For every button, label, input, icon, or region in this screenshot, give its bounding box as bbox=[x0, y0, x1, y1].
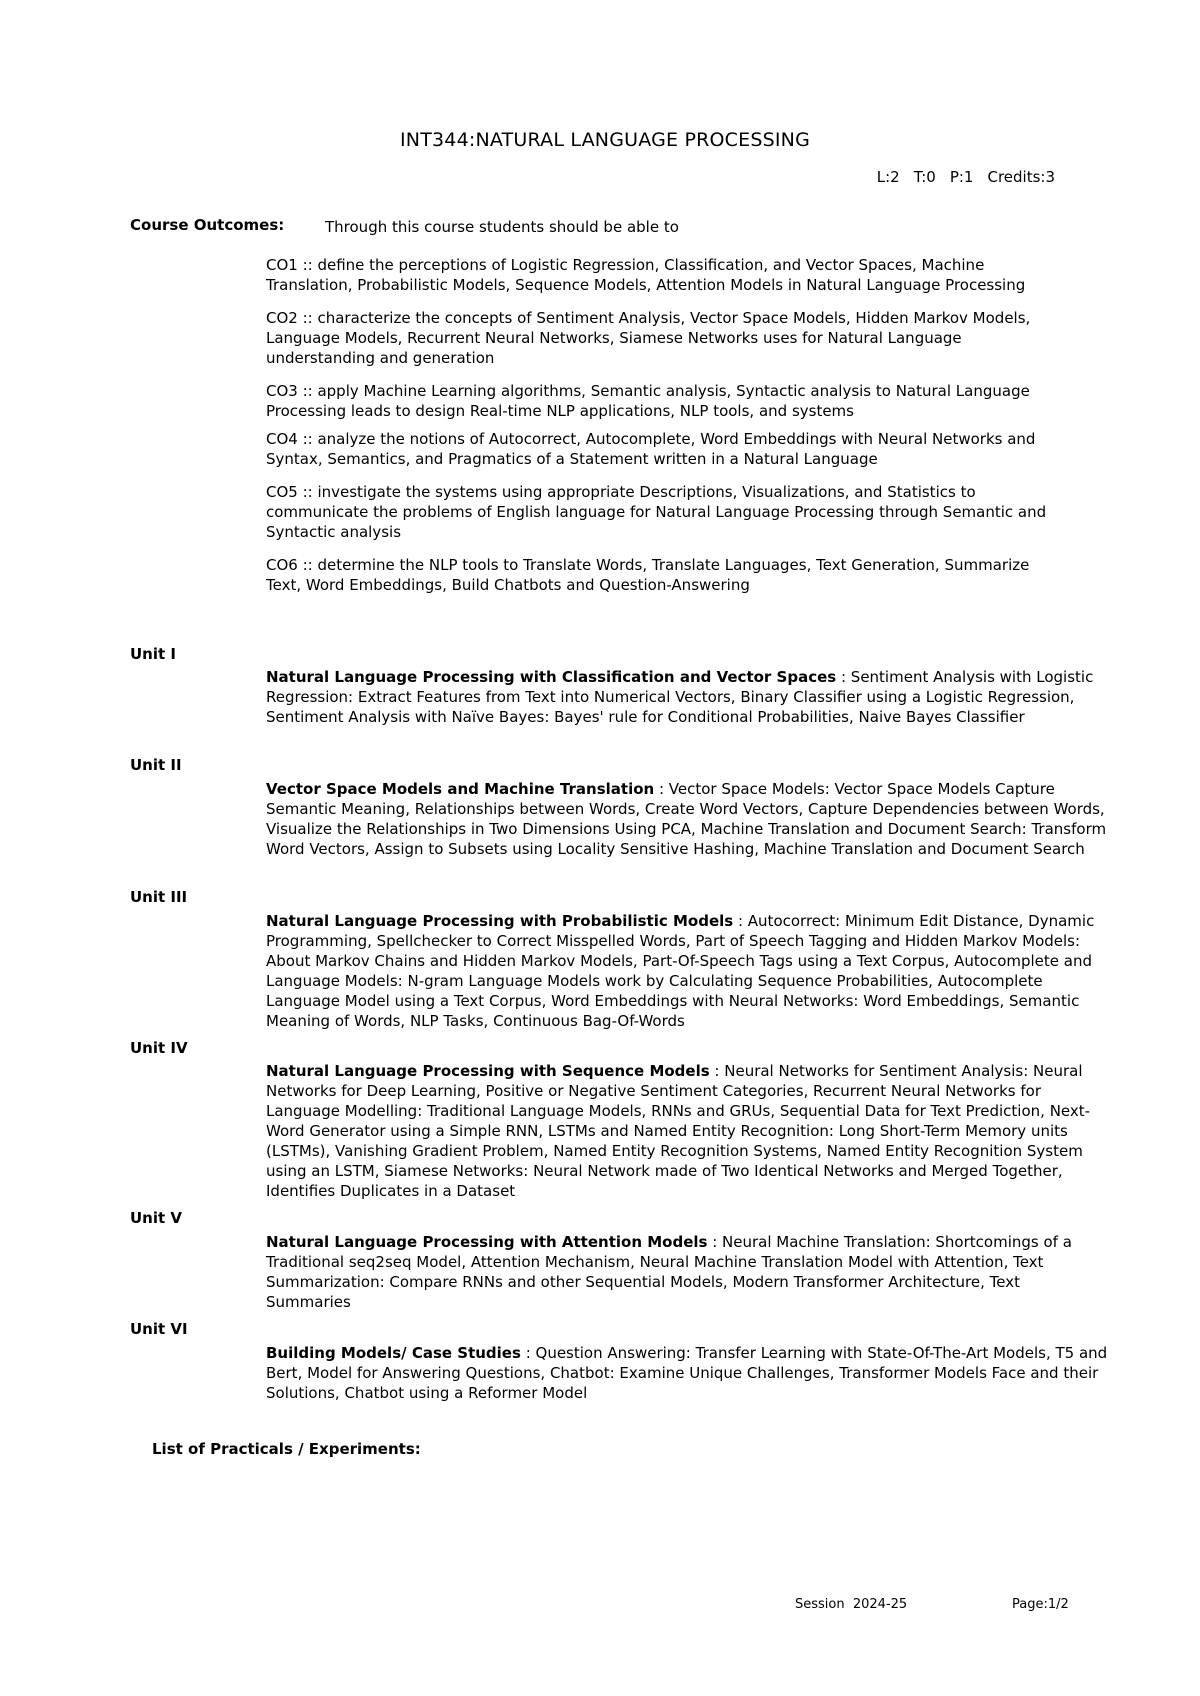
practical-hours: P:1 bbox=[949, 168, 974, 186]
unit-4-content bbox=[266, 1061, 1108, 1201]
unit-1-label: Unit I bbox=[130, 645, 176, 663]
course-outcome-2: CO2 :: characterize the concepts of Sentiment Analysis, Vector Space Models, Hidden Markov Models, Language Models, Recurrent Neural Networks, Siamese Networks uses for Natural Language understanding and generation bbox=[266, 309, 1031, 367]
unit-6-content bbox=[266, 1343, 1108, 1403]
course-outcome-1: CO1 :: define the perceptions of Logistic Regression, Classification, and Vector Spaces, Machine Translation, Probabilistic Models, Sequence Models, Attention Models in Natural Language Processing bbox=[266, 256, 1026, 294]
credits: Credits:3 bbox=[987, 168, 1055, 186]
unit-4-label: Unit IV bbox=[130, 1039, 188, 1057]
unit-3-content bbox=[266, 911, 1108, 1031]
unit-1-text: : Sentiment Analysis with Logistic Regression: Extract Features from Text into Numerical Vectors, Binary Classifier using a Logistic Regression, Sentiment Analysis with Naïve Bayes: Bayes' rule for Conditional Probabilities, Naive Bayes Classifier bbox=[266, 668, 1094, 726]
unit-4-heading: Natural Language Processing with Sequence Models bbox=[266, 1062, 710, 1080]
unit-5-heading: Natural Language Processing with Attention Models bbox=[266, 1233, 708, 1251]
credit-structure bbox=[877, 168, 1055, 186]
unit-2-content bbox=[266, 779, 1108, 859]
course-outcomes-label: Course Outcomes: bbox=[130, 216, 285, 234]
unit-2-label: Unit II bbox=[130, 756, 182, 774]
unit-6-heading: Building Models/ Case Studies bbox=[266, 1344, 521, 1362]
unit-4-text: : Neural Networks for Sentiment Analysis: Neural Networks for Deep Learning, Positive or Negative Sentiment Categories, Recurrent Neural Networks for Language Modelling: Traditional Language Models, RNNs and GRUs, Sequential Data for Text Prediction, Next-Word Generator using a Simple RNN, LSTMs and Named Entity Recognition: Long Short-Term Memory units (LSTMs), Vanishing Gradient Problem, Named Entity Recognition Systems, Named Entity Recognition System using an LSTM, Siamese Networks: Neural Network made of Two Identical Networks and Merged Together, Identifies Duplicates in a Dataset bbox=[266, 1062, 1091, 1200]
unit-1-heading: Natural Language Processing with Classification and Vector Spaces bbox=[266, 668, 837, 686]
course-outcome-5: CO5 :: investigate the systems using appropriate Descriptions, Visualizations, and Statistics to communicate the problems of English language for Natural Language Processing through Semantic and Syntactic analysis bbox=[266, 483, 1047, 541]
course-title: INT344:NATURAL LANGUAGE PROCESSING bbox=[399, 129, 811, 151]
page-number: Page:1/2 bbox=[1012, 1597, 1069, 1612]
unit-6-text: : Question Answering: Transfer Learning with State-Of-The-Art Models, T5 and Bert, Model for Answering Questions, Chatbot: Examine Unique Challenges, Transformer Models Face and their Solutions, Chatbot using a Reformer Model bbox=[266, 1344, 1108, 1402]
unit-2-heading: Vector Space Models and Machine Translation bbox=[266, 780, 655, 798]
course-outcome-6: CO6 :: determine the NLP tools to Translate Words, Translate Languages, Text Generation, Summarize Text, Word Embeddings, Build Chatbots and Question-Answering bbox=[266, 556, 1030, 594]
course-outcome-4: CO4 :: analyze the notions of Autocorrect, Autocomplete, Word Embeddings with Neural Networks and Syntax, Semantics, and Pragmatics of a Statement written in a Natural Language bbox=[266, 430, 1036, 468]
unit-5-content bbox=[266, 1232, 1108, 1312]
tutorial-hours: T:0 bbox=[913, 168, 936, 186]
unit-5-label: Unit V bbox=[130, 1209, 183, 1227]
unit-6-label: Unit VI bbox=[130, 1320, 188, 1338]
unit-3-label: Unit III bbox=[130, 888, 188, 906]
practicals-heading: List of Practicals / Experiments: bbox=[152, 1440, 421, 1458]
course-outcomes-intro: Through this course students should be able to bbox=[325, 218, 679, 236]
unit-2-text: : Vector Space Models: Vector Space Models Capture Semantic Meaning, Relationships between Words, Create Word Vectors, Capture Dependencies between Words, Visualize the Relationships in Two Dimensions Using PCA, Machine Translation and Document Search: Transform Word Vectors, Assign to Subsets using Locality Sensitive Hashing, Machine Translation and Document Search bbox=[266, 780, 1107, 858]
course-outcomes-list bbox=[266, 255, 1066, 608]
lecture-hours: L:2 bbox=[876, 168, 900, 186]
session-label: Session 2024-25 bbox=[795, 1597, 908, 1612]
unit-5-text: : Neural Machine Translation: Shortcomings of a Traditional seq2seq Model, Attention Mechanism, Neural Machine Translation Model with Attention, Text Summarization: Compare RNNs and other Sequential Models, Modern Transformer Architecture, Text Summaries bbox=[266, 1233, 1072, 1311]
unit-1-content bbox=[266, 667, 1108, 727]
course-outcome-3: CO3 :: apply Machine Learning algorithms, Semantic analysis, Syntactic analysis to Natural Language Processing leads to design Real-time NLP applications, NLP tools, and systems bbox=[266, 382, 1030, 420]
unit-3-heading: Natural Language Processing with Probabilistic Models bbox=[266, 912, 734, 930]
unit-3-text: : Autocorrect: Minimum Edit Distance, Dynamic Programming, Spellchecker to Correct Misspelled Words, Part of Speech Tagging and Hidden Markov Models: About Markov Chains and Hidden Markov Models, Part-Of-Speech Tags using a Text Corpus, Autocomplete and Language Models: N-gram Language Models work by Calculating Sequence Probabilities, Autocomplete Language Model using a Text Corpus, Word Embeddings with Neural Networks: Word Embeddings, Semantic Meaning of Words, NLP Tasks, Continuous Bag-Of-Words bbox=[266, 912, 1095, 1030]
